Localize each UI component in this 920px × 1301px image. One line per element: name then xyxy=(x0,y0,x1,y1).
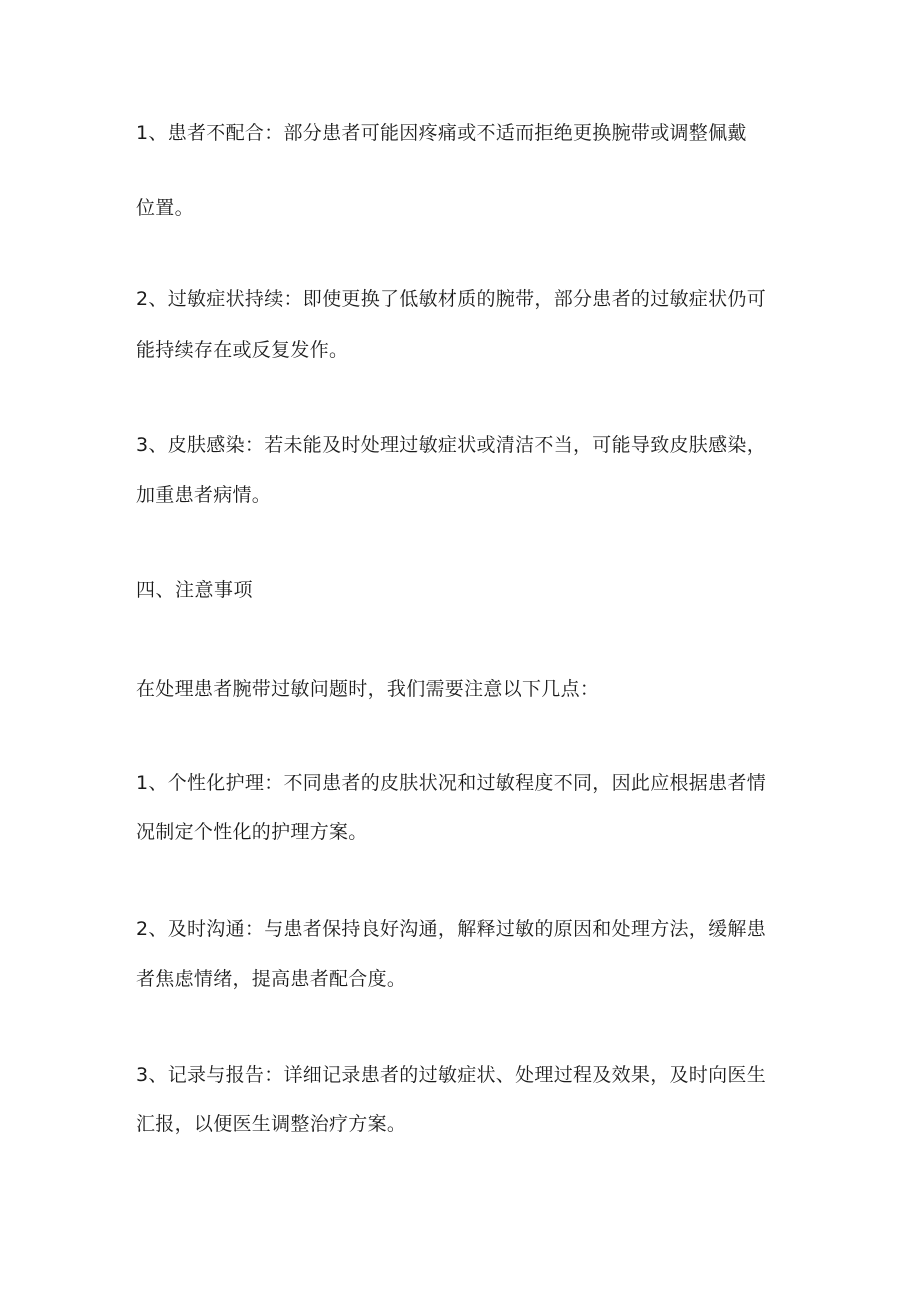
section-heading: 四、注意事项 xyxy=(136,579,254,601)
note-item-1-line-2: 况制定个性化的护理方案。 xyxy=(136,821,368,843)
note-item-2-line-2: 者焦虑情绪，提高患者配合度。 xyxy=(136,968,407,990)
intro-paragraph: 在处理患者腕带过敏问题时，我们需要注意以下几点： xyxy=(136,678,600,700)
problem-item-3-line-2: 加重患者病情。 xyxy=(136,484,272,506)
problem-item-1-line-2: 位置。 xyxy=(136,197,194,219)
problem-item-3-line-1: 3、皮肤感染：若未能及时处理过敏症状或清洁不当，可能导致皮肤感染， xyxy=(136,434,766,456)
note-item-1-line-1: 1、个性化护理：不同患者的皮肤状况和过敏程度不同，因此应根据患者情 xyxy=(136,772,766,794)
note-item-2-line-1: 2、及时沟通：与患者保持良好沟通，解释过敏的原因和处理方法，缓解患 xyxy=(136,918,766,940)
note-item-3-line-2: 汇报，以便医生调整治疗方案。 xyxy=(136,1113,407,1135)
problem-item-1-line-1: 1、患者不配合：部分患者可能因疼痛或不适而拒绝更换腕带或调整佩戴 xyxy=(136,122,747,144)
problem-item-2-line-1: 2、过敏症状持续：即使更换了低敏材质的腕带，部分患者的过敏症状仍可 xyxy=(136,288,766,310)
problem-item-2-line-2: 能持续存在或反复发作。 xyxy=(136,339,349,361)
note-item-3-line-1: 3、记录与报告：详细记录患者的过敏症状、处理过程及效果，及时向医生 xyxy=(136,1064,766,1086)
